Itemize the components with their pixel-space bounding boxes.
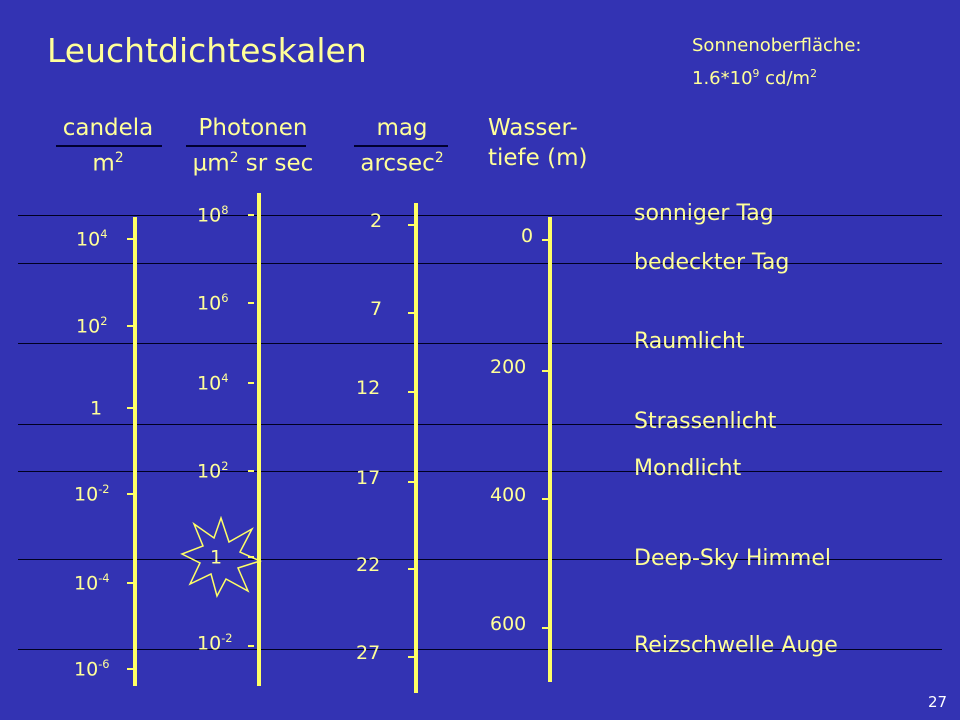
tick-mark-mag — [408, 568, 414, 570]
category-label: Reizschwelle Auge — [634, 633, 838, 658]
category-label: Mondlicht — [634, 456, 742, 481]
tick-photonen: $10^2$ — [197, 459, 229, 483]
tick-mark-wassertiefe — [542, 627, 548, 629]
tick-mark-candela — [127, 582, 133, 584]
tick-mark-candela — [127, 493, 133, 495]
tick-photonen: 1 — [210, 546, 223, 569]
tick-candela: $10^{-4}$ — [74, 571, 110, 595]
header-mag: mag arcsec$^2$ — [360, 115, 444, 177]
tick-mag: 12 — [356, 377, 381, 399]
tick-candela: $10^{-2}$ — [74, 482, 110, 506]
tick-wassertiefe: 400 — [490, 484, 527, 506]
tick-mark-candela — [127, 407, 133, 409]
category-label: Deep-Sky Himmel — [634, 546, 832, 571]
tick-photonen: $10^6$ — [197, 291, 229, 315]
axis-candela — [133, 217, 137, 686]
tick-mag: 27 — [356, 642, 381, 664]
tick-mark-mag — [408, 656, 414, 658]
tick-mark-candela — [127, 325, 133, 327]
tick-mag: 22 — [356, 554, 381, 576]
ref-line-sonniger-tag — [18, 215, 942, 216]
tick-candela: $10^4$ — [76, 227, 108, 251]
tick-mark-candela — [127, 668, 133, 670]
tick-candela: 1 — [90, 397, 103, 420]
tick-mark-wassertiefe — [542, 498, 548, 500]
tick-mark-mag — [408, 224, 414, 226]
header-wassertiefe: Wasser- tiefe (m) — [488, 115, 588, 171]
fraction-bar-photonen — [186, 145, 306, 147]
star-burst-icon — [180, 516, 262, 598]
ref-line-bedeckter-tag — [18, 263, 942, 264]
tick-mark-mag — [408, 481, 414, 483]
tick-mark-mag — [408, 312, 414, 314]
tick-mark-wassertiefe — [542, 370, 548, 372]
category-label: sonniger Tag — [634, 201, 774, 226]
axis-wassertiefe — [548, 217, 552, 682]
ref-line-mondlicht — [18, 471, 942, 472]
tick-mark-photonen — [248, 382, 254, 384]
tick-mark-photonen — [248, 302, 254, 304]
axis-photonen — [257, 193, 261, 686]
tick-photonen: $10^8$ — [197, 203, 229, 227]
category-label: Strassenlicht — [634, 409, 777, 434]
tick-mag: 7 — [370, 298, 383, 320]
page-number: 27 — [928, 693, 948, 711]
tick-wassertiefe: 600 — [490, 613, 527, 635]
tick-mag: 2 — [370, 210, 383, 232]
tick-mag: 17 — [356, 467, 381, 489]
tick-mark-photonen — [248, 214, 254, 216]
header-candela: candela $m^2$ — [62, 115, 154, 177]
tick-photonen: $10^{-2}$ — [197, 631, 233, 655]
fraction-bar-candela — [56, 145, 162, 147]
tick-mark-wassertiefe — [542, 239, 548, 241]
tick-wassertiefe: 200 — [490, 356, 527, 378]
sun-surface-value: $1.6*10^9$ $cd/m^2$ — [692, 67, 817, 89]
tick-wassertiefe: 0 — [521, 225, 534, 247]
fraction-bar-mag — [354, 145, 448, 147]
tick-mark-photonen — [248, 470, 254, 472]
category-label: bedeckter Tag — [634, 250, 790, 275]
header-photonen: Photonen µm$^2$ sr sec — [192, 115, 314, 177]
category-label: Raumlicht — [634, 329, 745, 354]
tick-mark-mag — [408, 391, 414, 393]
axis-mag — [414, 203, 418, 693]
ref-line-strassenlicht — [18, 424, 942, 425]
tick-mark-photonen — [248, 645, 254, 647]
slide-title: Leuchtdichteskalen — [47, 31, 367, 70]
ref-line-raumlicht — [18, 343, 942, 344]
tick-candela: $10^{-6}$ — [74, 657, 110, 681]
sun-surface-label: Sonnenoberfläche: — [692, 35, 862, 56]
tick-mark-candela — [127, 238, 133, 240]
tick-photonen: $10^4$ — [197, 371, 229, 395]
tick-candela: $10^2$ — [76, 314, 108, 338]
